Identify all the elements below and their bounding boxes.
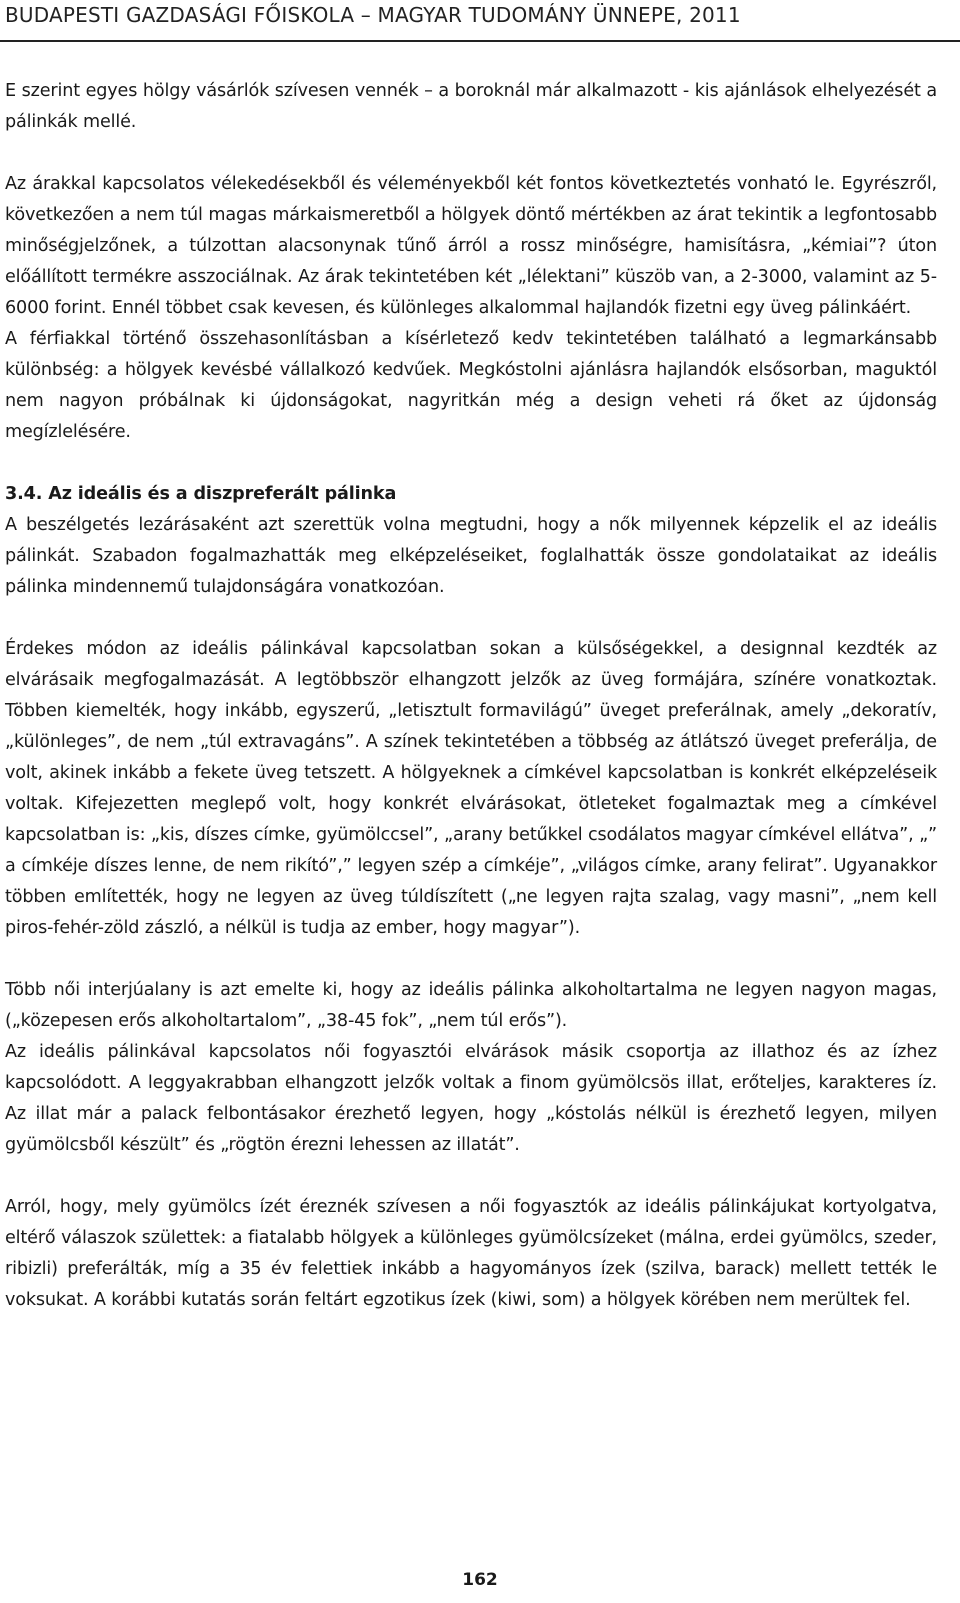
paragraph-gap (5, 944, 937, 975)
paragraph-gap (5, 1161, 937, 1192)
paragraph-1: E szerint egyes hölgy vásárlók szívesen vennék – a boroknál már alkalmazott - kis ajánlások elhelyezését a pálinkák mellé. (5, 81, 937, 132)
paragraph-6: Több női interjúalany is azt emelte ki, hogy az ideális pálinka alkoholtartalma ne legyen nagyon magas, („közepesen erős alkoholtartalom”, „38-45 fok”, „nem túl erős”). (5, 980, 937, 1031)
paragraph-2: Az árakkal kapcsolatos vélekedésekből és véleményekből két fontos következtetés vonható le. Egyrészről, következően a nem túl magas márkaismeretből a hölgyek döntő mértékben az árat tekintik a legfontosabb minőségjelzőnek, a túlzottan alacsonynak tűnő árról a rossz minőségre, hamisításra, „kémiai”? úton előállított termékre asszociálnak. Az árak tekintetében két „lélektani” küszöb van, a 2-3000, valamint az 5-6000 forint. Ennél többet csak kevesen, és különleges alkalommal hajlandók fizetni egy üveg pálinkáért. (5, 174, 937, 318)
paragraph-gap (5, 138, 937, 169)
paragraph-gap (5, 603, 937, 634)
paragraph-7: Az ideális pálinkával kapcsolatos női fogyasztói elvárások másik csoportja az illathoz és az ízhez kapcsolódott. A leggyakrabban elhangzott jelzők voltak a finom gyümölcsös illat, erőteljes, karakteres íz. Az illat már a palack felbontásakor érezhető legyen, hogy „kóstolás nélkül is érezhető legyen, milyen gyümölcsből készült” és „rögtön érezni lehessen az illatát”. (5, 1042, 937, 1155)
paragraph-5: Érdekes módon az ideális pálinkával kapcsolatban sokan a külsőségekkel, a designnal kezdték az elvárásaik megfogalmazását. A legtöbbször elhangzott jelzők az üveg formájára, színére vonatkoztak. Többen kiemelték, hogy inkább, egyszerű, „letisztult formavilágú” üveget preferálnak, amely „dekoratív, „különleges”, de nem „túl extravagáns”. A színek tekintetében a többség az átlátszó üveget preferálja, de volt, akinek inkább a fekete üveg tetszett. A hölgyeknek a címkével kapcsolatban is konkrét elképzeléseik voltak. Kifejezetten meglepő volt, hogy konkrét elvárásokat, ötleteket fogalmaztak meg a címkével kapcsolatban is: „kis, díszes címke, gyümölccsel”, „arany betűkkel csodálatos magyar címkével ellátva”, „” a címkéje díszes lenne, de nem rikító”,” legyen szép a címkéje”, „világos címke, arany felirat”. Ugyanakkor többen említették, hogy ne legyen az üveg túldíszített („ne legyen rajta szalag, vagy masni”, „nem kell piros-fehér-zöld zászló, a nélkül is tudja az ember, hogy magyar”). (5, 639, 937, 938)
paragraph-4: A beszélgetés lezárásaként azt szerettük volna megtudni, hogy a nők milyennek képzelik el az ideális pálinkát. Szabadon fogalmazhatták meg elképzeléseiket, foglalhatták össze gondolataikat az ideális pálinka mindennemű tulajdonságára vonatkozóan. (5, 515, 937, 597)
paragraph-3: A férfiakkal történő összehasonlításban a kísérletező kedv tekintetében található a legmarkánsabb különbség: a hölgyek kevésbé vállalkozó kedvűek. Megkóstolni ajánlásra hajlandók elsősorban, maguktól nem nagyon próbálnak ki újdonságokat, nagyritkán még a design veheti rá őket az újdonság megízlelésére. (5, 329, 937, 442)
section-title: Az ideális és a diszpreferált pálinka (48, 484, 397, 504)
body-text (5, 76, 937, 1316)
header-rule (0, 40, 960, 42)
section-number: 3.4. (5, 484, 43, 504)
paragraph-8: Arról, hogy, mely gyümölcs ízét éreznék szívesen a női fogyasztók az ideális pálinkájukat kortyolgatva, eltérő válaszok születtek: a fiatalabb hölgyek a különleges gyümölcsízeket (málna, erdei gyümölcs, szeder, ribizli) preferálták, míg a 35 év felettiek inkább a hagyományos ízek (szilva, barack) mellett tették le voksukat. A korábbi kutatás során feltárt egzotikus ízek (kiwi, som) a hölgyek körében nem merültek fel. (5, 1197, 937, 1310)
page-number: 162 (462, 1570, 498, 1590)
running-header: BUDAPESTI GAZDASÁGI FŐISKOLA – MAGYAR TUDOMÁNY ÜNNEPE, 2011 (5, 3, 741, 27)
section-heading (5, 479, 937, 510)
paragraph-gap (5, 448, 937, 479)
